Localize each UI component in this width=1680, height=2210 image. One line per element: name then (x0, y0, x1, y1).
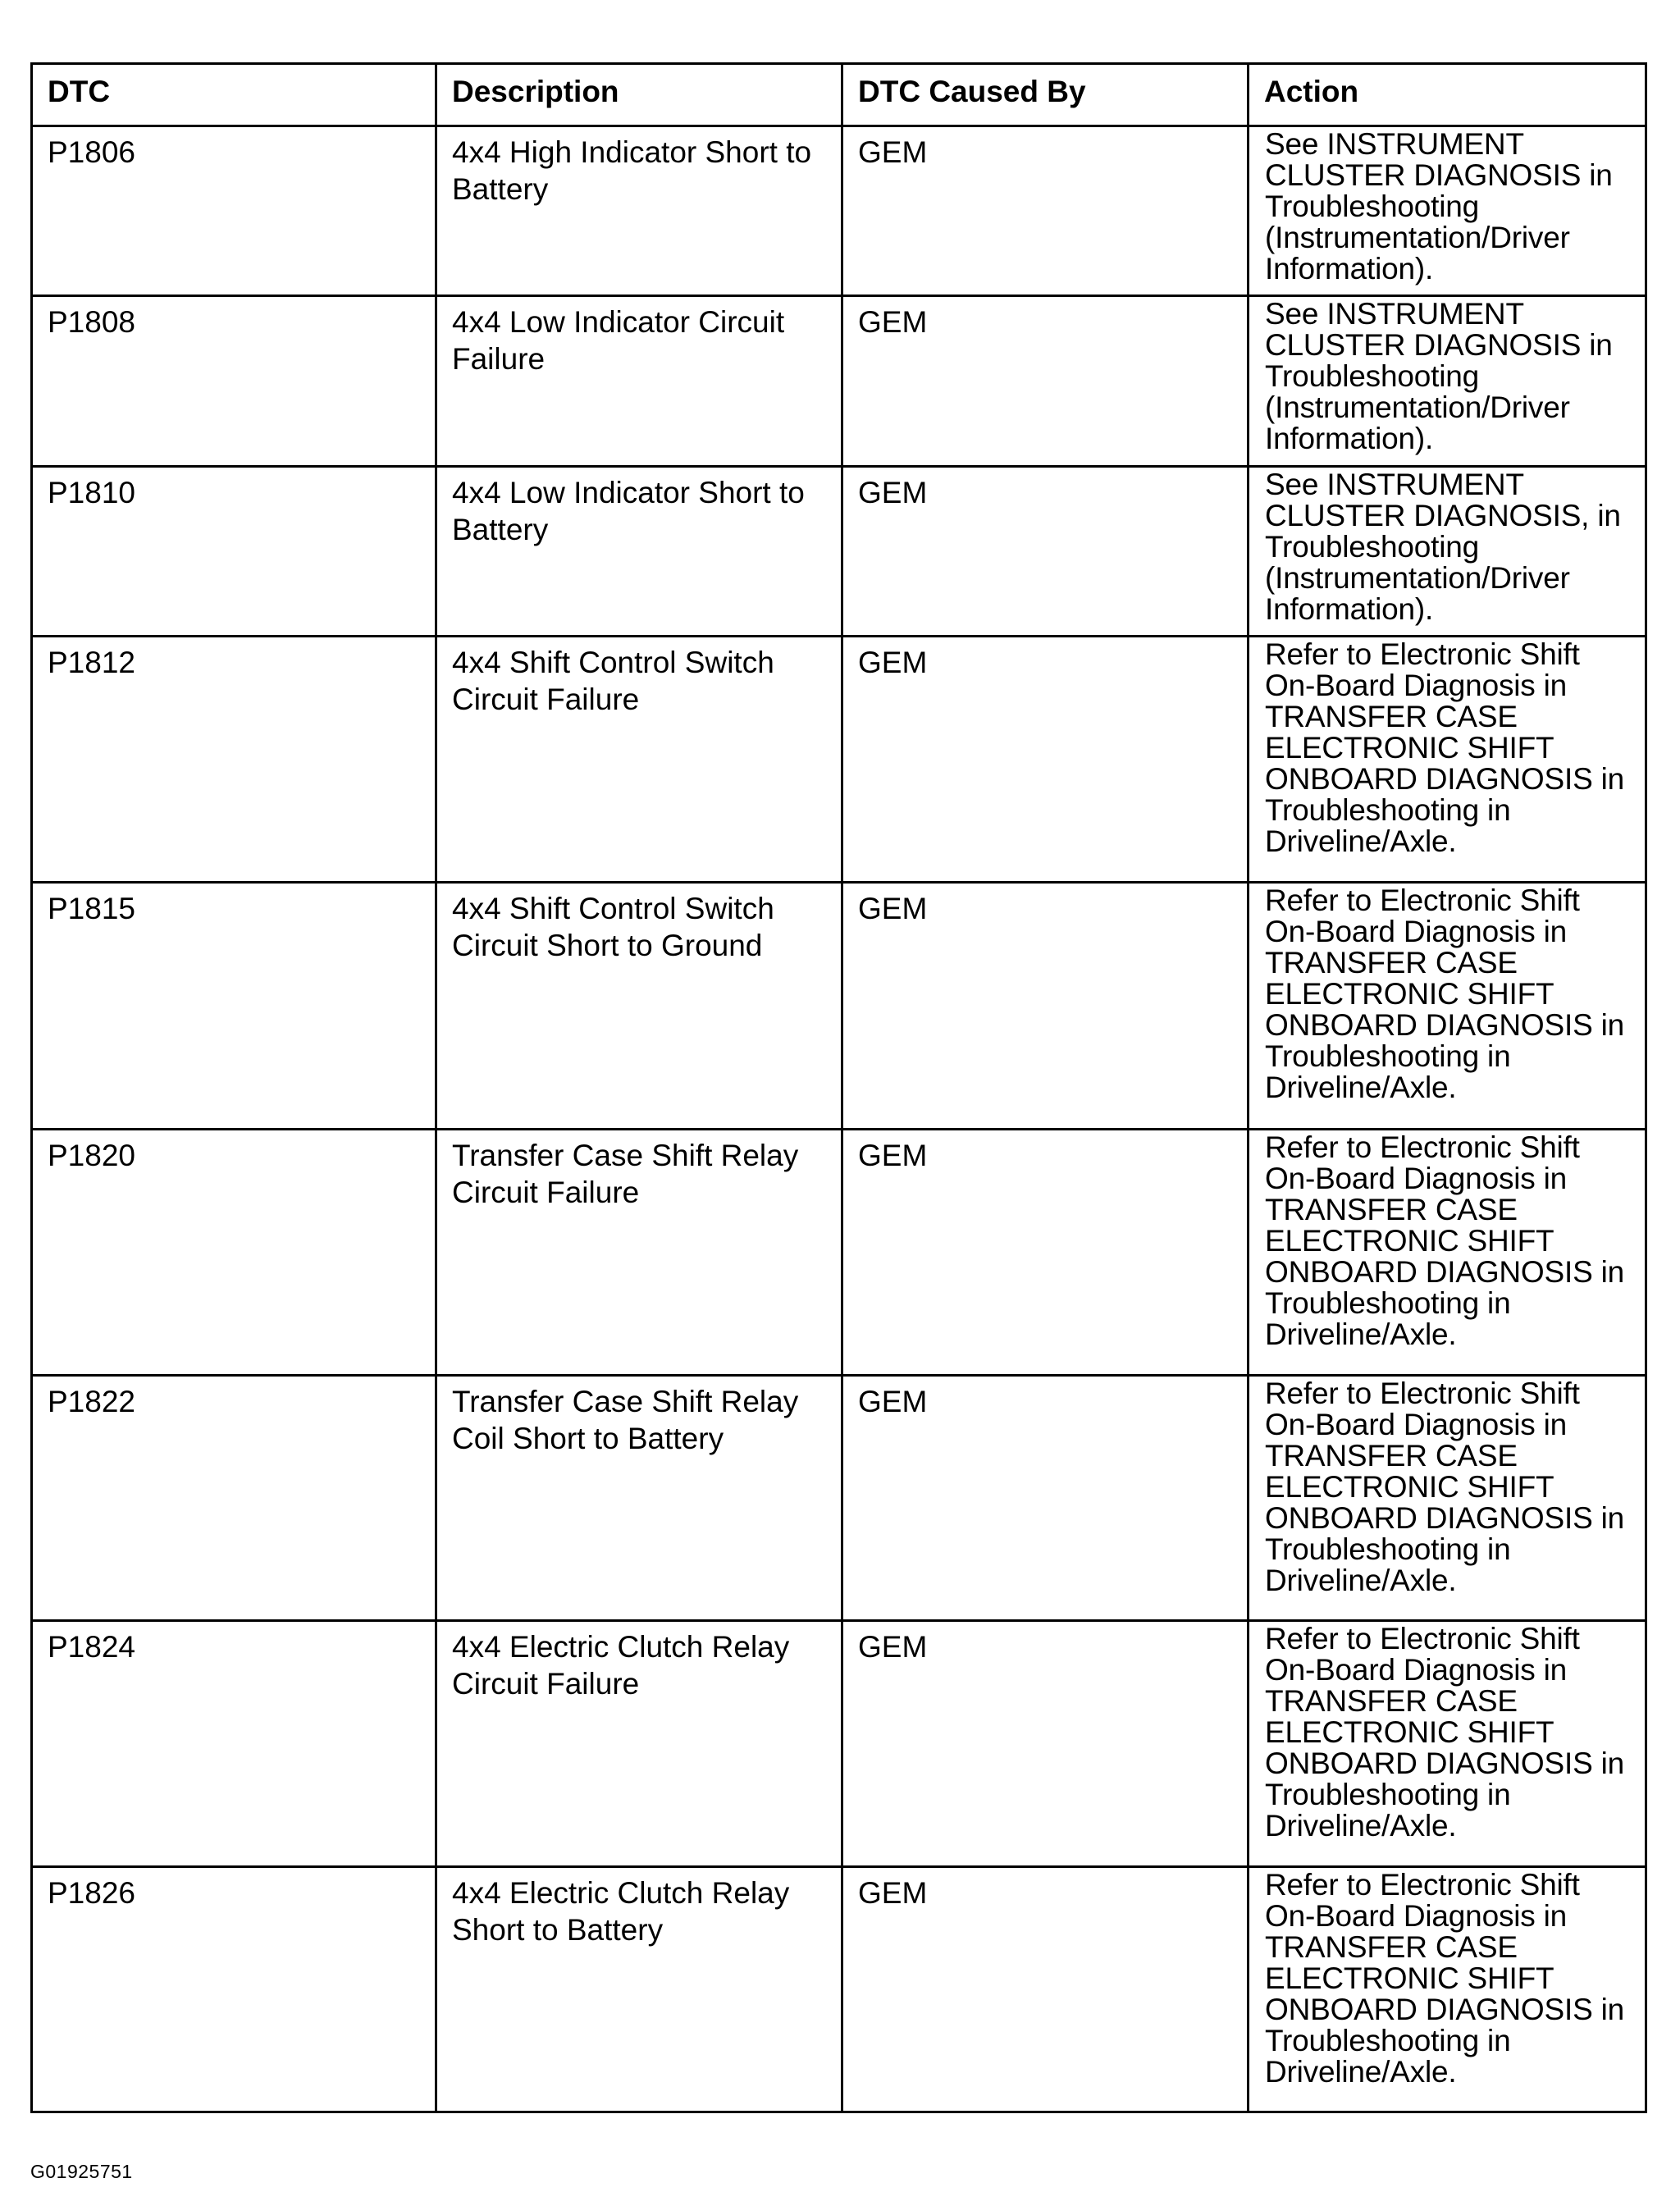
cell-description: 4x4 Shift Control Switch Circuit Failure (436, 637, 842, 883)
table-row (32, 296, 1646, 467)
dtc-table (30, 62, 1647, 2113)
cell-caused-by: GEM (842, 126, 1249, 296)
cell-dtc: P1806 (32, 126, 436, 296)
cell-dtc: P1815 (32, 883, 436, 1130)
cell-caused-by: GEM (842, 467, 1249, 637)
cell-action: Refer to Electronic Shift On-Board Diagnosis in TRANSFER CASE ELECTRONIC SHIFT ONBOARD DIAGNOSIS in Troubleshooting in Driveline/Axle. (1249, 1621, 1646, 1867)
cell-caused-by: GEM (842, 883, 1249, 1130)
cell-dtc: P1824 (32, 1621, 436, 1867)
header-caused-by: DTC Caused By (842, 64, 1249, 126)
header-description: Description (436, 64, 842, 126)
table-row (32, 1867, 1646, 2112)
cell-dtc: P1820 (32, 1130, 436, 1376)
cell-description: 4x4 Shift Control Switch Circuit Short to Ground (436, 883, 842, 1130)
cell-description: 4x4 Electric Clutch Relay Short to Battery (436, 1867, 842, 2112)
cell-description: 4x4 Electric Clutch Relay Circuit Failure (436, 1621, 842, 1867)
cell-caused-by: GEM (842, 637, 1249, 883)
table-row (32, 1130, 1646, 1376)
table-row (32, 637, 1646, 883)
cell-dtc: P1822 (32, 1376, 436, 1621)
table-row (32, 1621, 1646, 1867)
table-row (32, 467, 1646, 637)
cell-description: Transfer Case Shift Relay Circuit Failure (436, 1130, 842, 1376)
header-dtc: DTC (32, 64, 436, 126)
header-action: Action (1249, 64, 1646, 126)
table-row (32, 126, 1646, 296)
cell-action: Refer to Electronic Shift On-Board Diagnosis in TRANSFER CASE ELECTRONIC SHIFT ONBOARD DIAGNOSIS in Troubleshooting in Driveline/Axle. (1249, 1376, 1646, 1621)
cell-description: 4x4 Low Indicator Circuit Failure (436, 296, 842, 467)
cell-action: See INSTRUMENT CLUSTER DIAGNOSIS, in Troubleshooting (Instrumentation/Driver Information). (1249, 467, 1646, 637)
cell-caused-by: GEM (842, 1621, 1249, 1867)
table-row (32, 883, 1646, 1130)
cell-caused-by: GEM (842, 296, 1249, 467)
cell-caused-by: GEM (842, 1867, 1249, 2112)
cell-dtc: P1812 (32, 637, 436, 883)
cell-description: 4x4 Low Indicator Short to Battery (436, 467, 842, 637)
cell-action: Refer to Electronic Shift On-Board Diagnosis in TRANSFER CASE ELECTRONIC SHIFT ONBOARD DIAGNOSIS in Troubleshooting in Driveline/Axle. (1249, 637, 1646, 883)
cell-action: Refer to Electronic Shift On-Board Diagnosis in TRANSFER CASE ELECTRONIC SHIFT ONBOARD DIAGNOSIS in Troubleshooting in Driveline/Axle. (1249, 1130, 1646, 1376)
cell-action: See INSTRUMENT CLUSTER DIAGNOSIS in Troubleshooting (Instrumentation/Driver Information). (1249, 296, 1646, 467)
table-header-row (32, 64, 1646, 126)
cell-dtc: P1810 (32, 467, 436, 637)
figure-id: G01925751 (30, 2161, 133, 2182)
cell-caused-by: GEM (842, 1376, 1249, 1621)
table-row (32, 1376, 1646, 1621)
cell-description: Transfer Case Shift Relay Coil Short to Battery (436, 1376, 842, 1621)
cell-caused-by: GEM (842, 1130, 1249, 1376)
cell-description: 4x4 High Indicator Short to Battery (436, 126, 842, 296)
cell-action: Refer to Electronic Shift On-Board Diagnosis in TRANSFER CASE ELECTRONIC SHIFT ONBOARD DIAGNOSIS in Troubleshooting in Driveline/Axle. (1249, 1867, 1646, 2112)
cell-action: See INSTRUMENT CLUSTER DIAGNOSIS in Troubleshooting (Instrumentation/Driver Information). (1249, 126, 1646, 296)
cell-action: Refer to Electronic Shift On-Board Diagnosis in TRANSFER CASE ELECTRONIC SHIFT ONBOARD DIAGNOSIS in Troubleshooting in Driveline/Axle. (1249, 883, 1646, 1130)
cell-dtc: P1826 (32, 1867, 436, 2112)
cell-dtc: P1808 (32, 296, 436, 467)
